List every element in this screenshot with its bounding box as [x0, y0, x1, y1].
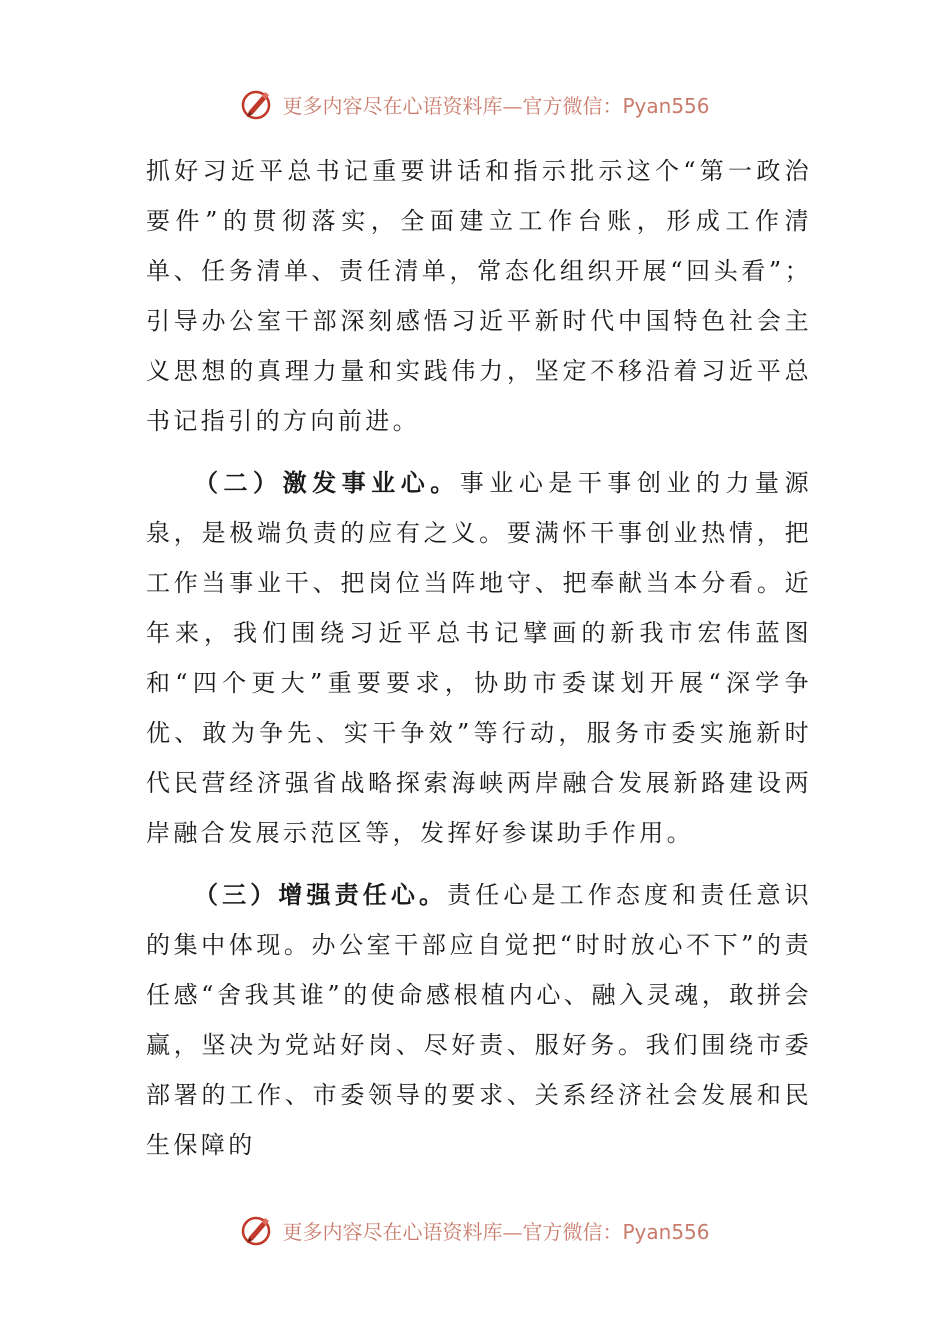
header-banner — [0, 84, 950, 124]
paragraph-2-text: 事业心是干事创业的力量源泉，是极端负责的应有之义。要满怀干事创业热情，把工作当事业干、把岗位当阵地守、把奉献当本分看。近年来，我们围绕习近平总书记擘画的新我市宏伟蓝图和“四个更大”重要要求，协助市委谋划开展“深学争优、敢为争先、实干争效”等行动，服务市委实施新时代民营经济强省战略探索海峡两岸融合发展新路建设两岸融合发展示范区等，发挥好参谋助手作用。 — [146, 469, 812, 847]
paragraph-2 — [146, 458, 812, 858]
section-heading-2: （二）激发事业心。 — [194, 469, 460, 497]
pen-logo-icon — [240, 87, 274, 121]
document-body — [146, 146, 812, 1170]
footer-banner — [0, 1210, 950, 1250]
paragraph-3-text: 责任心是工作态度和责任意识的集中体现。办公室干部应自觉把“时时放心不下”的责任感“舍我其谁”的使命感根植内心、融入灵魂，敢拼会赢，坚决为党站好岗、尽好责、服好务。我们围绕市委部署的工作、市委领导的要求、关系经济社会发展和民生保障的 — [146, 881, 812, 1159]
paragraph-1-text: 抓好习近平总书记重要讲话和指示批示这个“第一政治要件”的贯彻落实，全面建立工作台账，形成工作清单、任务清单、责任清单，常态化组织开展“回头看”；引导办公室干部深刻感悟习近平新时代中国特色社会主义思想的真理力量和实践伟力，坚定不移沿着习近平总书记指引的方向前进。 — [146, 157, 812, 435]
wechat-id: Pyan556 — [622, 93, 710, 118]
paragraph-3 — [146, 870, 812, 1170]
footer-banner-content — [240, 1213, 709, 1247]
footer-wechat-id: Pyan556 — [622, 1219, 710, 1244]
banner-content — [240, 87, 709, 121]
section-heading-3: （三）增强责任心。 — [194, 881, 448, 909]
banner-text: 更多内容尽在心语资料库—官方微信：Pyan556 — [282, 93, 710, 118]
paragraph-1 — [146, 146, 812, 446]
footer-banner-text: 更多内容尽在心语资料库—官方微信：Pyan556 — [282, 1219, 710, 1244]
pen-logo-icon — [240, 1213, 274, 1247]
